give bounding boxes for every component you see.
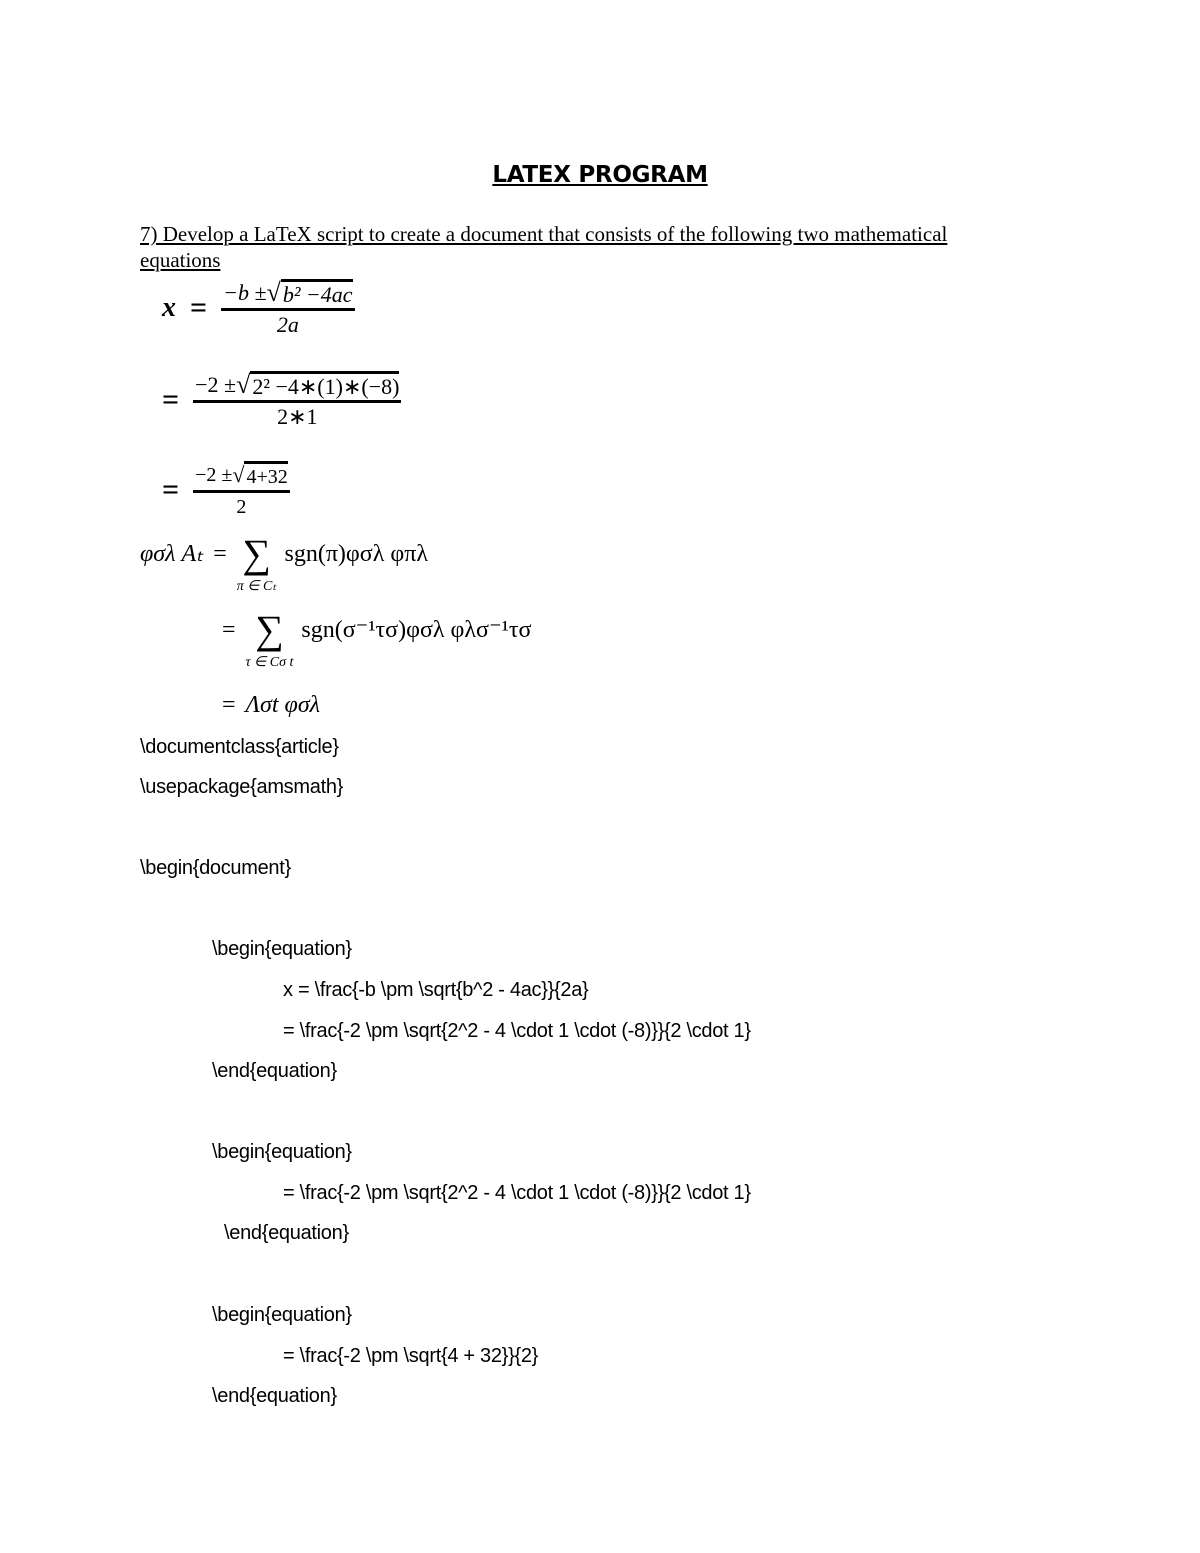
eq1-step1-radicand: b² −4ac bbox=[281, 279, 353, 308]
eq1-step2-num: −2 ± bbox=[195, 372, 237, 397]
eq1-step3-den: 2 bbox=[236, 496, 247, 518]
eq2-lhs: φσλ Aₜ bbox=[140, 541, 204, 567]
sqrt-sign-icon: √ bbox=[232, 462, 245, 487]
eq1-step1-den: 2a bbox=[276, 312, 299, 337]
summation-icon: ∑ bbox=[242, 531, 271, 576]
eq1-step3-radicand: 4+32 bbox=[244, 461, 287, 490]
eq1-step2-equals: = bbox=[162, 383, 180, 416]
eq2-equals: = bbox=[213, 541, 227, 567]
code-line: = \frac{-2 \pm \sqrt{2^2 - 4 \cdot 1 \cdot (-8)}}{2 \cdot 1} bbox=[283, 1182, 751, 1204]
page-title: LATEX PROGRAM bbox=[492, 162, 708, 188]
code-line: \end{equation} bbox=[212, 1060, 337, 1082]
code-line: \begin{equation} bbox=[212, 1141, 352, 1163]
sum2-subscript: τ ∈ Cσ t bbox=[245, 655, 294, 670]
code-line: \begin{equation} bbox=[212, 1304, 352, 1326]
code-line: \usepackage{amsmath} bbox=[140, 776, 344, 798]
code-line: = \frac{-2 \pm \sqrt{2^2 - 4 \cdot 1 \cdot (-8)}}{2 \cdot 1} bbox=[283, 1020, 751, 1042]
eq2-line3-equals: = bbox=[222, 692, 236, 718]
eq1-step3-num: −2 ± bbox=[195, 464, 233, 486]
sqrt-sign-icon: √ bbox=[266, 278, 281, 307]
question-line-2: equations bbox=[140, 248, 221, 272]
eq1-step2-radicand: 2² −4∗(1)∗(−8) bbox=[250, 371, 399, 400]
sum1-term: sgn(π)φσλ φπλ bbox=[284, 541, 428, 567]
eq1-equals: = bbox=[190, 291, 208, 324]
code-line: \end{equation} bbox=[224, 1222, 349, 1244]
summation-icon: ∑ bbox=[255, 607, 284, 652]
eq1-step1-fraction bbox=[221, 278, 354, 338]
eq1-step2-den: 2∗1 bbox=[277, 404, 318, 429]
code-line: x = \frac{-b \pm \sqrt{b^2 - 4ac}}{2a} bbox=[283, 979, 589, 1001]
sum2-term: sgn(σ⁻¹τσ)φσλ φλσ⁻¹τσ bbox=[301, 617, 532, 643]
eq1-step3-equals: = bbox=[162, 473, 180, 506]
code-line: = \frac{-2 \pm \sqrt{4 + 32}}{2} bbox=[283, 1345, 539, 1367]
question-line-1: 7) Develop a LaTeX script to create a document that consists of the following two mathematical bbox=[140, 222, 948, 246]
eq2-line3: Λσt φσλ bbox=[245, 692, 321, 718]
code-line: \begin{equation} bbox=[212, 938, 352, 960]
code-line: \end{equation} bbox=[212, 1385, 337, 1407]
code-line: \begin{document} bbox=[140, 857, 291, 879]
eq1-step2-fraction bbox=[193, 370, 401, 430]
eq1-lhs: x bbox=[162, 292, 176, 323]
eq1-step1-num: −b ± bbox=[223, 280, 267, 305]
code-line: \documentclass{article} bbox=[140, 736, 339, 758]
eq2-line2-equals: = bbox=[222, 617, 236, 643]
sum1-subscript: π ∈ Cₜ bbox=[236, 579, 277, 594]
sqrt-sign-icon: √ bbox=[236, 370, 251, 399]
sum-1 bbox=[237, 530, 277, 596]
sum-2 bbox=[246, 606, 294, 672]
eq1-step3-fraction bbox=[193, 460, 290, 520]
